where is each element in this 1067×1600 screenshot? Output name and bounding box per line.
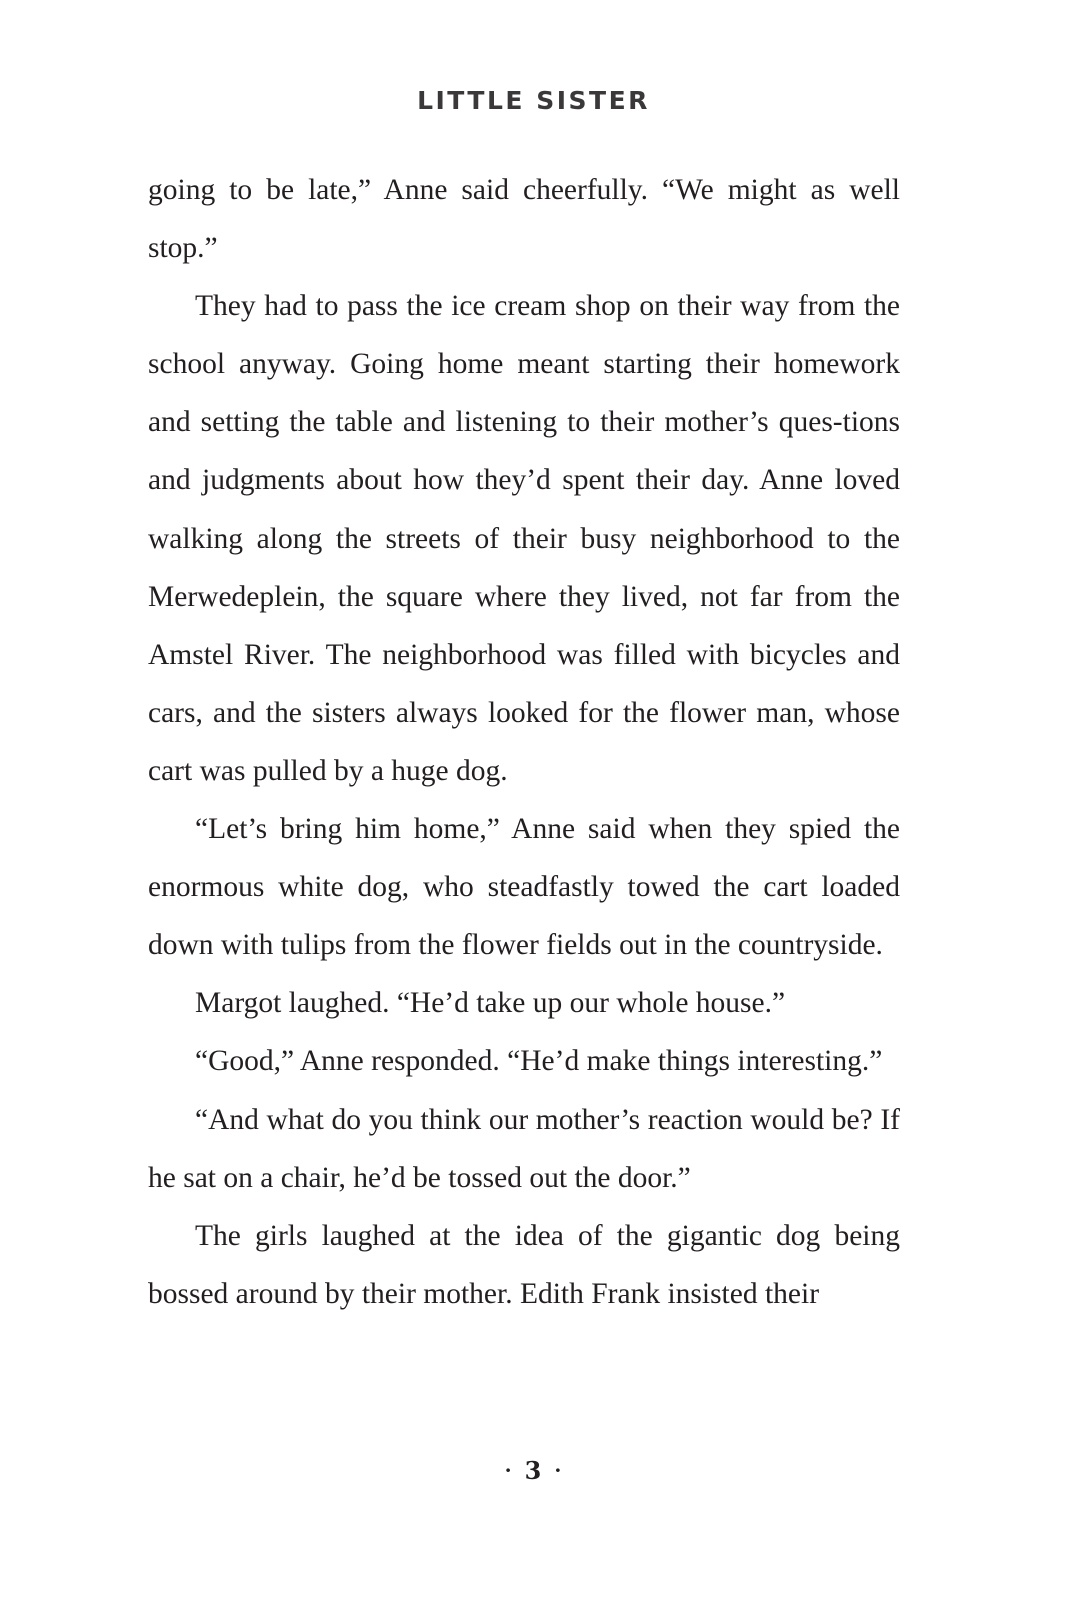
paragraph: “Let’s bring him home,” Anne said when they spied the enormous white dog, who steadfastly towed the cart loaded down with tulips from the flower fields out in the countryside. [148, 813, 900, 962]
folio-ornament-right: · [554, 1458, 563, 1482]
paragraph: “Good,” Anne responded. “He’d make things interesting.” [195, 1045, 883, 1078]
folio-ornament-left: · [504, 1458, 513, 1482]
paragraph-continuation: going to be late,” Anne said cheerfully. “We might as well stop.” [148, 174, 900, 265]
paragraph: They had to pass the ice cream shop on their way from the school anyway. Going home meant starting their homework and setting the table and listening to their mother’s ques-tions and judgments about how they’d spent their day. Anne loved walking along the streets of their busy neighborhood to the Merwedeplein, the square where they lived, not far from the Amstel River. The neighborhood was filled with bicycles and cars, and the sisters always looked for the flower man, whose cart was pulled by a huge dog. [148, 290, 900, 787]
running-head: LITTLE SISTER [417, 86, 650, 115]
body-text [148, 161, 900, 1323]
page-number: 3 [524, 1456, 543, 1485]
paragraph: Margot laughed. “He’d take up our whole house.” [195, 987, 786, 1020]
paragraph: “And what do you think our mother’s reaction would be? If he sat on a chair, he’d be tossed out the door.” [148, 1103, 900, 1194]
paragraph: The girls laughed at the idea of the gigantic dog being bossed around by their mother. Edith Frank insisted their [148, 1219, 900, 1310]
page-number-folio [0, 1456, 1067, 1485]
